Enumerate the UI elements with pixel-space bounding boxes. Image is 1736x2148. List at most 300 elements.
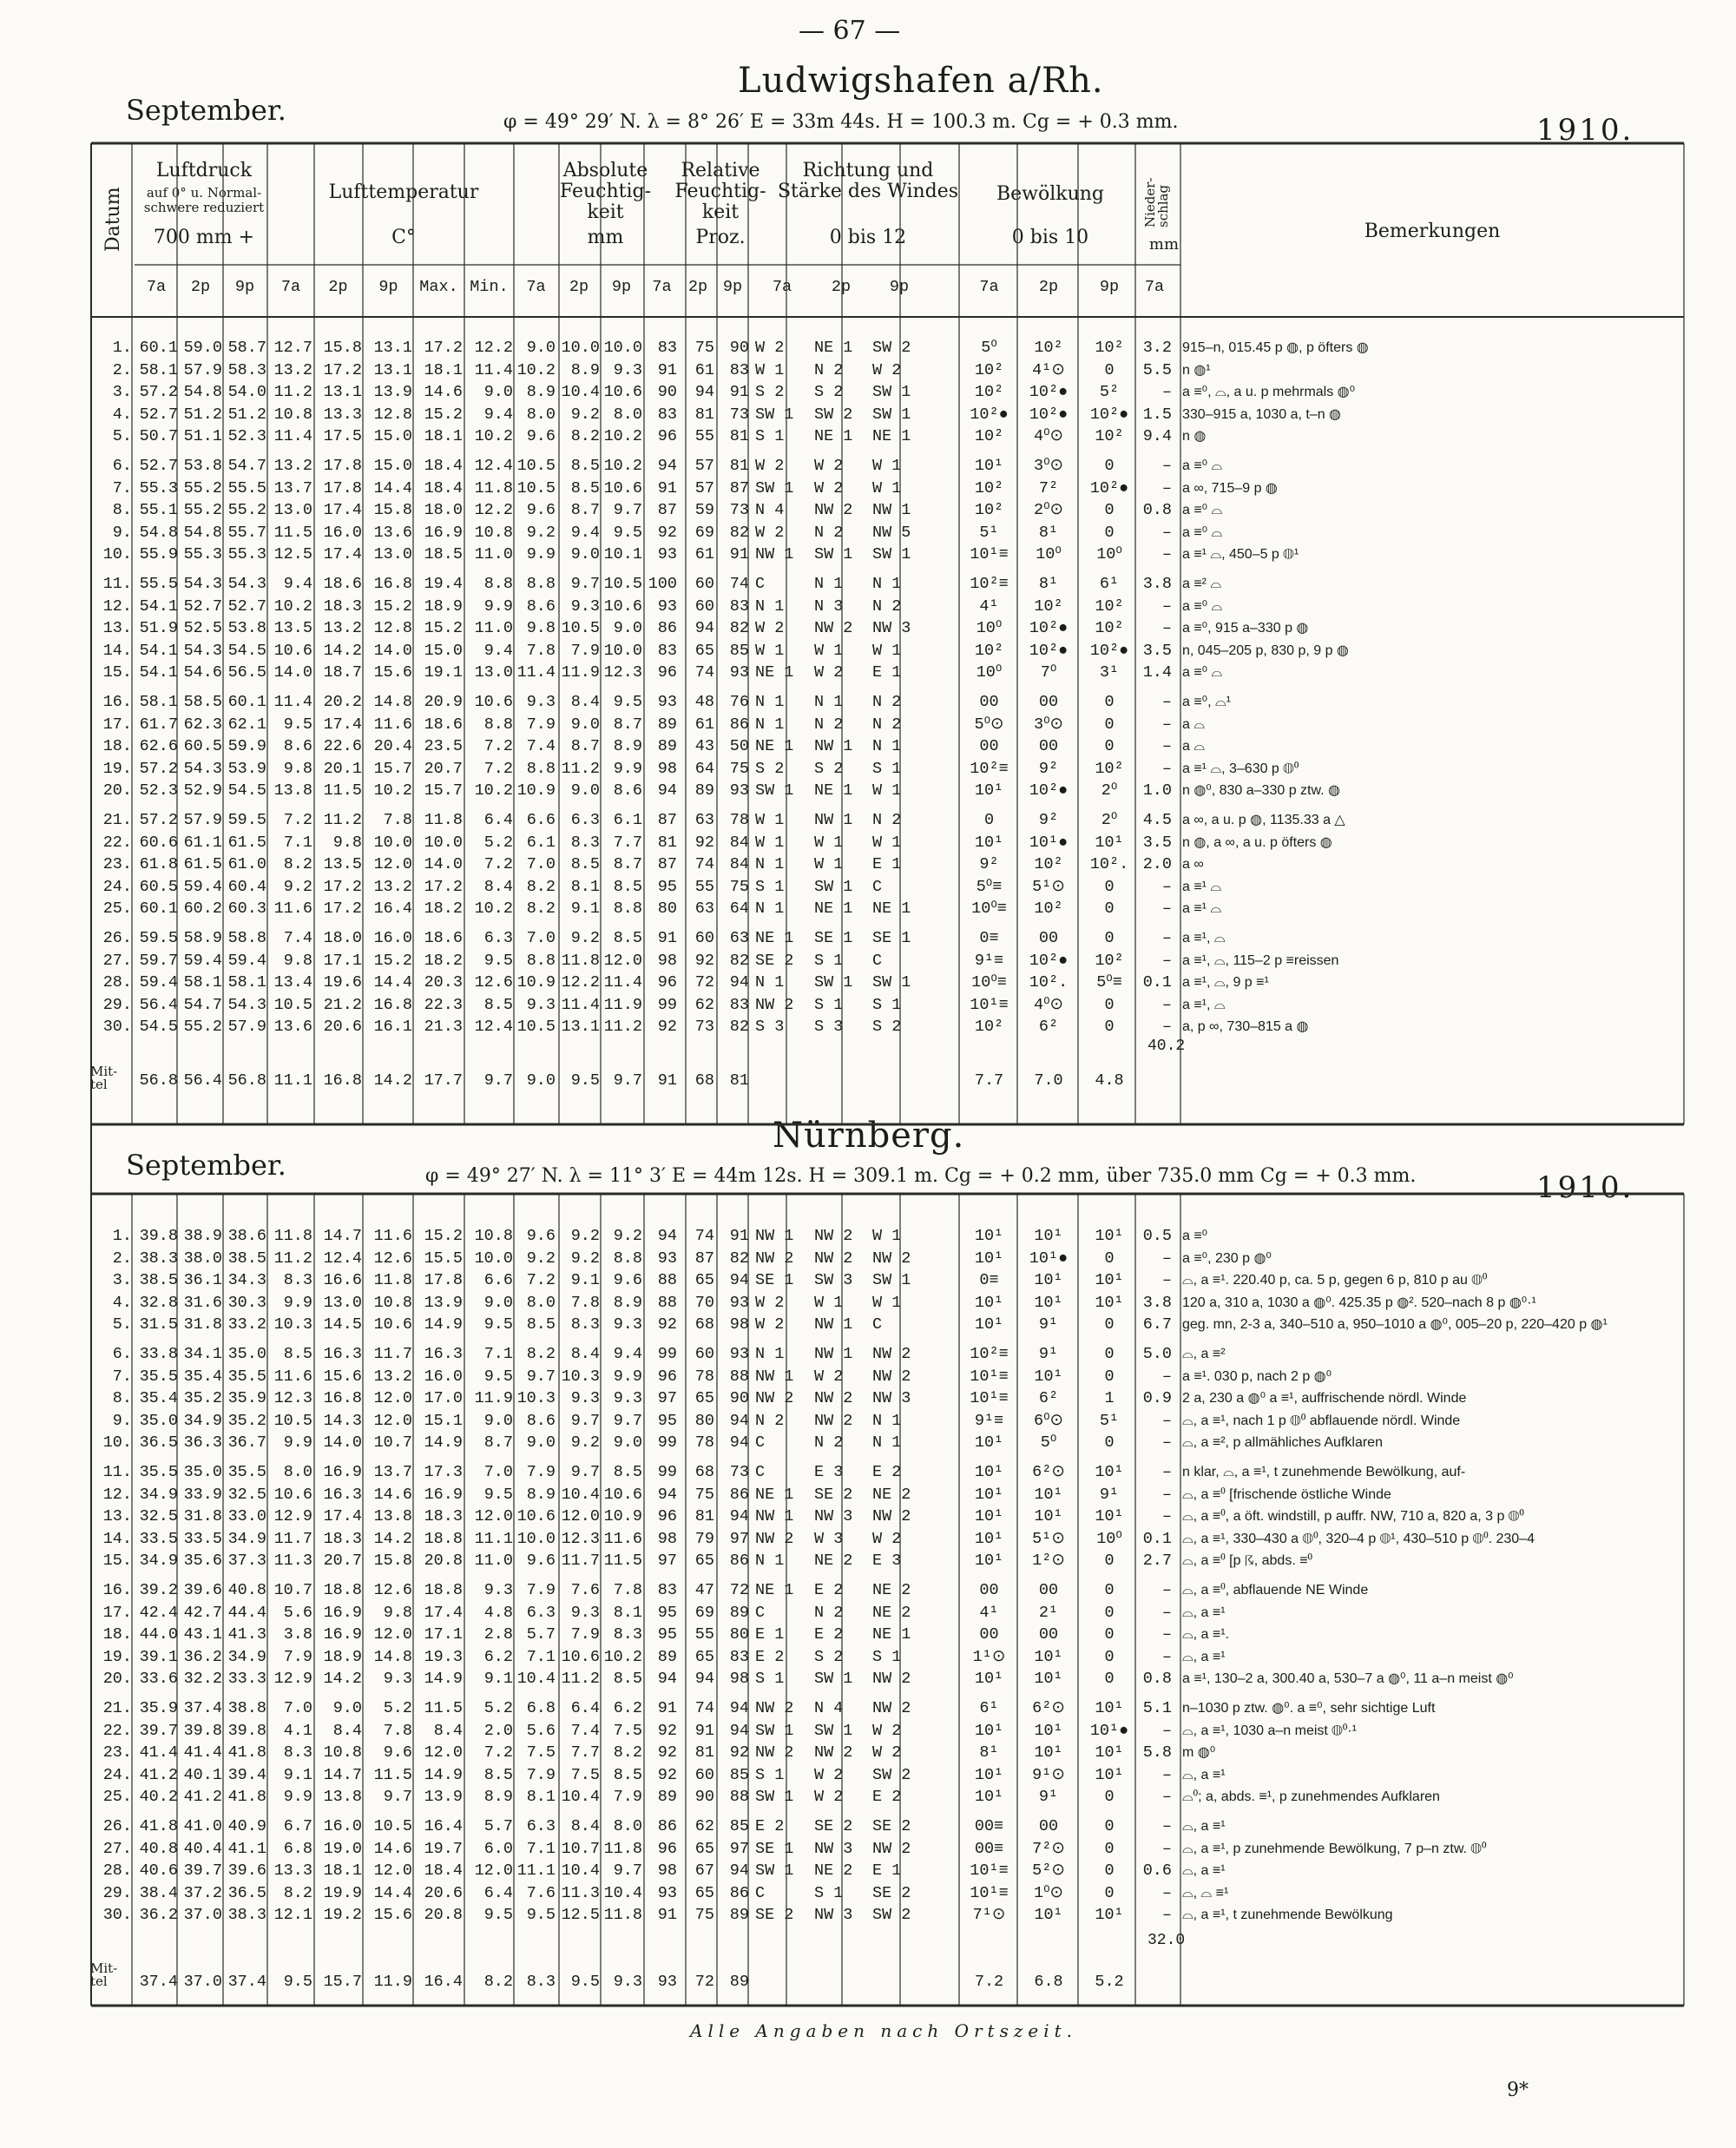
table-cell: 21.: [102, 811, 132, 829]
table-cell: 24.: [102, 877, 132, 896]
table-cell: 6.4: [483, 811, 513, 829]
table-cell: 10²: [1034, 855, 1063, 874]
table-cell: 68: [694, 1315, 714, 1334]
table-cell: 58.5: [183, 693, 222, 711]
table-cell: 7.8: [613, 1581, 642, 1599]
bewoelkung-unit-1: 0 bis 10: [1011, 227, 1089, 248]
table-cell: 17.2: [323, 877, 362, 896]
table-cell: NW 2: [814, 1411, 853, 1430]
table-cell: 12.3: [273, 1389, 312, 1408]
table-cell: 10.6: [603, 596, 642, 616]
table-cell: 80: [729, 1625, 749, 1644]
table-cell: 99: [657, 1463, 677, 1481]
remark-cell: a ∞: [1182, 857, 1204, 873]
table-cell: 00: [1038, 693, 1059, 711]
table-cell: NW 2: [755, 1743, 794, 1763]
table-cell: 58.3: [227, 360, 266, 379]
table-cell: 41.1: [227, 1839, 266, 1858]
table-cell: 74: [694, 1227, 714, 1245]
table-cell: 81: [694, 405, 714, 424]
table-cell: 11.8: [373, 1271, 412, 1290]
table-cell: 87: [657, 855, 677, 874]
niederschlag-header-1: Nieder-schlag: [1142, 177, 1171, 227]
table-cell: 10²●: [1029, 641, 1069, 660]
table-cell: 30.: [102, 1018, 132, 1037]
table-cell: 9.0: [570, 545, 600, 564]
table-cell: 54.0: [227, 383, 266, 402]
table-cell: 39.2: [139, 1581, 178, 1599]
table-cell: 14.4: [373, 1883, 412, 1902]
table-cell: 52.3: [139, 781, 178, 801]
table-cell: 9¹: [1038, 1315, 1059, 1334]
table-cell: 54.8: [183, 383, 222, 402]
table-cell: S 1: [755, 1765, 785, 1784]
time-label: 2p: [1038, 278, 1059, 296]
table-cell: 0: [983, 811, 995, 829]
table-cell: 10.5: [273, 995, 312, 1014]
table-cell: 11.3: [273, 1552, 312, 1571]
table-cell: 99: [657, 1433, 677, 1453]
table-cell: 0.5: [1142, 1227, 1172, 1245]
table-cell: N 1: [872, 1411, 902, 1430]
table-cell: NW 1: [814, 737, 853, 756]
remark-cell: ⌓, a ≡²: [1182, 1347, 1226, 1361]
table-cell: 84: [729, 833, 749, 852]
table-cell: 10.3: [516, 1389, 556, 1408]
table-cell: 7.2: [526, 1271, 556, 1290]
table-cell: 9.3: [570, 596, 600, 616]
table-cell: 10²: [1095, 339, 1124, 357]
table-cell: 94: [729, 973, 749, 992]
table-cell: 8.5: [613, 1463, 642, 1481]
table-cell: 98: [729, 1670, 749, 1689]
table-cell: 78: [694, 1367, 714, 1386]
table-cell: 60: [694, 1345, 714, 1363]
remark-cell: a ≡⁰ ⌓: [1182, 665, 1223, 681]
table-cell: NE 1: [755, 737, 794, 756]
table-cell: 39.6: [183, 1581, 222, 1599]
table-cell: 9.5: [613, 693, 642, 711]
table-cell: 61.7: [139, 715, 178, 734]
table-cell: 10¹●: [1089, 1721, 1129, 1740]
table-cell: 14.4: [373, 973, 412, 992]
table-cell: 37.4: [183, 1699, 222, 1717]
table-cell: 9¹≡: [974, 951, 1004, 970]
table-cell: 96: [657, 663, 677, 682]
table-cell: 17.4: [323, 501, 362, 520]
table-cell: 67: [694, 1861, 714, 1881]
table-cell: 16.4: [373, 899, 412, 919]
table-cell: –: [1161, 759, 1172, 778]
time-label: 7a: [146, 278, 167, 296]
table-cell: 10.0: [474, 1249, 513, 1268]
table-cell: 0.6: [1142, 1861, 1172, 1881]
table-cell: 19.7: [424, 1839, 463, 1858]
table-cell: 8.3: [570, 833, 600, 852]
table-cell: N 2: [872, 693, 902, 711]
table-cell: 69: [694, 1603, 714, 1622]
table-cell: 0: [1104, 1552, 1115, 1571]
table-cell: 3.5: [1142, 641, 1172, 660]
table-cell: 9¹: [1038, 1345, 1059, 1363]
table-cell: 9.3: [526, 693, 556, 711]
table-cell: 11.9: [561, 663, 600, 682]
table-cell: 11.2: [273, 383, 312, 402]
table-cell: 8.5: [613, 877, 642, 896]
remark-cell: a ≡¹ ⌓: [1182, 901, 1222, 917]
table-cell: 10.4: [561, 383, 600, 402]
table-cell: 78: [694, 1433, 714, 1453]
table-cell: 5.2: [483, 1699, 513, 1717]
table-cell: 10²: [1034, 596, 1063, 616]
table-cell: 9.2: [526, 523, 556, 542]
table-cell: W 2: [755, 523, 785, 542]
table-cell: 8.8: [483, 715, 513, 734]
table-cell: 34.1: [183, 1345, 222, 1363]
table-cell: NW 2: [755, 1699, 794, 1717]
table-cell: 88: [657, 1293, 677, 1312]
table-cell: 86: [729, 1485, 749, 1504]
remark-cell: a ⌓: [1182, 739, 1205, 754]
table-cell: 54.5: [227, 781, 266, 801]
table-cell: 18.1: [424, 427, 463, 446]
table-cell: 19.1: [424, 663, 463, 682]
wind-header-1: Richtung und Stärke des Windes: [777, 160, 959, 203]
table-cell: 0: [1104, 995, 1115, 1014]
table-cell: 10¹: [1034, 1647, 1063, 1666]
table-cell: 00: [1038, 1581, 1059, 1599]
table-cell: 10¹: [974, 1529, 1004, 1548]
table-cell: 3.8: [1142, 1293, 1172, 1312]
table-cell: 94: [657, 457, 677, 475]
table-cell: 36.5: [139, 1433, 178, 1453]
table-cell: 6.6: [483, 1271, 513, 1290]
table-cell: 10²: [1095, 596, 1124, 616]
table-cell: 0: [1104, 1839, 1115, 1858]
table-cell: E 3: [814, 1463, 844, 1481]
table-cell: 10²≡: [970, 759, 1009, 778]
time-label: 2p: [328, 278, 348, 296]
table-cell: 37.3: [227, 1552, 266, 1571]
time-label: 2p: [687, 278, 708, 296]
table-cell: N 4: [814, 1699, 844, 1717]
table-cell: 37.0: [183, 1906, 222, 1925]
table-cell: 8.2: [283, 855, 312, 874]
table-cell: –: [1161, 693, 1172, 711]
table-cell: 12.0: [603, 951, 642, 970]
table-cell: 10²●: [1029, 619, 1069, 638]
table-cell: 65: [694, 1647, 714, 1666]
table-cell: 8.4: [433, 1721, 463, 1740]
table-cell: 8.4: [570, 693, 600, 711]
table-cell: 10.7: [561, 1839, 600, 1858]
remark-cell: n, 045–205 p, 830 p, 9 p ◍: [1182, 642, 1349, 658]
table-cell: 9²: [1038, 811, 1059, 829]
table-cell: 42.7: [183, 1603, 222, 1622]
table-cell: N 1: [755, 596, 785, 616]
table-cell: 10²: [974, 501, 1004, 520]
table-cell: 14.0: [273, 663, 312, 682]
table-cell: 9.6: [526, 1227, 556, 1245]
table-cell: NE 2: [872, 1485, 911, 1504]
table-cell: 8.3: [570, 1315, 600, 1334]
table-cell: 92: [657, 1743, 677, 1763]
table-cell: 38.6: [227, 1227, 266, 1245]
table-cell: NW 2: [814, 1249, 853, 1268]
table-cell: 5⁰: [981, 339, 997, 357]
table-cell: 98: [657, 1529, 677, 1548]
table-cell: 10¹: [1095, 1699, 1124, 1717]
table-cell: 76: [729, 693, 749, 711]
table-cell: 13.6: [273, 1018, 312, 1037]
table-cell: NW 1: [755, 1227, 794, 1245]
table-cell: 94: [657, 1670, 677, 1689]
table-cell: 8.0: [283, 1463, 312, 1481]
table-cell: 12.3: [561, 1529, 600, 1548]
table-cell: 9.2: [613, 1227, 642, 1245]
table-cell: 4¹⊙: [1032, 360, 1065, 379]
table-cell: –: [1161, 478, 1172, 497]
table-cell: 44.4: [227, 1603, 266, 1622]
table-cell: 98: [657, 951, 677, 970]
table-cell: 36.1: [183, 1271, 222, 1290]
table-cell: 17.5: [323, 427, 362, 446]
table-cell: 13.0: [474, 663, 513, 682]
table-cell: 33.2: [227, 1315, 266, 1334]
table-cell: 0: [1104, 501, 1115, 520]
table-cell: 11.5: [273, 523, 312, 542]
table-cell: 10¹: [974, 781, 1004, 801]
table-cell: 35.5: [227, 1463, 266, 1481]
table-cell: 8.8: [526, 759, 556, 778]
table-cell: 7.9: [570, 641, 600, 660]
table-cell: 9²: [979, 855, 999, 874]
table-cell: 90: [729, 339, 749, 357]
table-cell: 70: [694, 1293, 714, 1312]
table-cell: 9.8: [283, 759, 312, 778]
table-cell: 0: [1104, 715, 1115, 734]
table-cell: 94: [729, 1507, 749, 1526]
table-cell: 18.3: [323, 1529, 362, 1548]
table-cell: 0: [1104, 1861, 1115, 1881]
table-cell: 62: [694, 995, 714, 1014]
table-cell: NW 3: [814, 1839, 853, 1858]
remark-cell: ⌓, a ≡¹, nach 1 p ◍⁰ abflauende nördl. Winde: [1182, 1413, 1461, 1428]
mean-cell: 16.4: [424, 1973, 463, 1991]
table-cell: 10¹: [974, 1463, 1004, 1481]
table-cell: 8.8: [526, 951, 556, 970]
table-cell: 11.1: [516, 1861, 556, 1881]
table-cell: 18.: [102, 1625, 132, 1644]
table-cell: 89: [657, 737, 677, 756]
table-cell: 15.2: [424, 619, 463, 638]
table-cell: E 1: [872, 1861, 902, 1881]
table-cell: 40.8: [139, 1839, 178, 1858]
table-cell: 10.0: [516, 1529, 556, 1548]
table-cell: 26.: [102, 929, 132, 947]
table-cell: 10.4: [561, 1788, 600, 1807]
lufttemp-header-1: Lufttemperatur: [328, 181, 479, 203]
table-cell: 10²●: [1089, 405, 1129, 424]
table-cell: 8.5: [613, 1670, 642, 1689]
table-cell: 8.9: [570, 360, 600, 379]
table-cell: 93: [729, 1345, 749, 1363]
table-cell: 10.8: [323, 1743, 362, 1763]
table-cell: 9¹≡: [974, 1411, 1004, 1430]
table-cell: SE 1: [755, 1271, 794, 1290]
table-cell: 55.5: [139, 575, 178, 593]
table-cell: 10¹: [1095, 1271, 1124, 1290]
table-cell: 10¹: [1034, 1227, 1063, 1245]
table-cell: 87: [694, 1249, 714, 1268]
table-cell: 6⁰⊙: [1033, 1411, 1064, 1430]
table-cell: 63: [729, 929, 749, 947]
table-cell: 5¹: [979, 523, 999, 542]
table-cell: 9.0: [613, 1433, 642, 1453]
table-cell: 15.6: [373, 663, 412, 682]
table-cell: 20.4: [373, 737, 412, 756]
table-cell: 10.2: [603, 457, 642, 475]
table-cell: 92: [657, 1315, 677, 1334]
table-cell: SW 2: [814, 405, 853, 424]
table-cell: 10²: [1095, 759, 1124, 778]
table-cell: 96: [657, 973, 677, 992]
table-cell: 10.6: [603, 383, 642, 402]
table-cell: 14.0: [424, 855, 463, 874]
table-cell: SE 1: [872, 929, 911, 947]
table-cell: –: [1161, 1839, 1172, 1858]
table-cell: 89: [694, 781, 714, 801]
table-cell: 96: [657, 427, 677, 446]
mean-cell: 56.8: [227, 1071, 266, 1090]
table-cell: NW 2: [814, 1227, 853, 1245]
table-cell: 94: [657, 1227, 677, 1245]
table-cell: 34.9: [227, 1529, 266, 1548]
table-cell: 7.4: [283, 929, 312, 947]
table-cell: 6.: [112, 457, 132, 475]
table-cell: 0: [1104, 1367, 1115, 1386]
table-cell: 7.9: [526, 1581, 556, 1599]
table-cell: 6¹: [979, 1699, 999, 1717]
table-cell: 48: [694, 693, 714, 711]
table-cell: 9.3: [613, 1389, 642, 1408]
table-cell: –: [1161, 1271, 1172, 1290]
table-cell: 13.0: [323, 1293, 362, 1312]
table-cell: 8.6: [526, 1411, 556, 1430]
table-cell: 0: [1104, 929, 1115, 947]
table-cell: 9.5: [283, 715, 312, 734]
mean-cell: 56.4: [183, 1071, 222, 1090]
table-cell: 9.5: [483, 1906, 513, 1925]
table-cell: 9.4: [570, 523, 600, 542]
table-cell: NE 1: [755, 663, 794, 682]
table-cell: S 1: [755, 1670, 785, 1689]
table-cell: 9.2: [570, 929, 600, 947]
table-cell: 14.8: [373, 693, 412, 711]
table-cell: 11.5: [373, 1765, 412, 1784]
table-cell: 8¹: [1038, 523, 1059, 542]
table-cell: 5⁰≡: [1096, 973, 1122, 992]
table-cell: 10²●: [970, 405, 1009, 424]
table-cell: 12.5: [273, 545, 312, 564]
table-cell: 42.4: [139, 1603, 178, 1622]
table-cell: SW 1: [872, 383, 911, 402]
table-cell: 10.7: [373, 1433, 412, 1453]
table-cell: 24.: [102, 1765, 132, 1784]
table-cell: 7.2: [483, 759, 513, 778]
table-cell: 9.4: [613, 1345, 642, 1363]
table-cell: 73: [729, 405, 749, 424]
table-cell: 59.4: [183, 877, 222, 896]
table-cell: NW 1: [755, 1367, 794, 1386]
table-cell: 15.8: [373, 1552, 412, 1571]
table-cell: 18.6: [323, 575, 362, 593]
table-cell: W 2: [755, 1293, 785, 1312]
table-cell: 61: [694, 715, 714, 734]
year-label-2: 1910.: [1536, 1170, 1634, 1205]
table-cell: 7.5: [526, 1743, 556, 1763]
mean-cell: 15.7: [323, 1973, 362, 1991]
table-cell: 60: [694, 929, 714, 947]
table-cell: 7.1: [526, 1647, 556, 1666]
table-cell: 6.: [112, 1345, 132, 1363]
table-cell: 0: [1104, 360, 1115, 379]
table-cell: E 2: [872, 1788, 902, 1807]
table-cell: 7.0: [526, 855, 556, 874]
table-cell: 32.2: [183, 1670, 222, 1689]
table-cell: 64: [694, 759, 714, 778]
table-cell: 11.2: [561, 1670, 600, 1689]
table-cell: 18.4: [424, 457, 463, 475]
table-cell: 5¹: [1099, 1411, 1120, 1430]
table-cell: W 1: [814, 641, 844, 660]
table-cell: 9¹⊙: [1032, 1765, 1065, 1784]
table-cell: 14.6: [373, 1485, 412, 1504]
table-cell: 12.2: [561, 973, 600, 992]
table-cell: 7.0: [483, 1463, 513, 1481]
table-cell: 7.: [112, 478, 132, 497]
table-cell: 9.2: [570, 405, 600, 424]
month-label-2: September.: [126, 1149, 286, 1182]
table-cell: 17.3: [424, 1463, 463, 1481]
table-cell: 55.7: [227, 523, 266, 542]
table-cell: 7²⊙: [1032, 1839, 1065, 1858]
table-cell: 19.4: [424, 575, 463, 593]
table-cell: 9.8: [283, 951, 312, 970]
table-cell: –: [1161, 715, 1172, 734]
table-cell: 5.2: [383, 1699, 412, 1717]
table-cell: 54.3: [183, 641, 222, 660]
table-cell: 9.3: [483, 1581, 513, 1599]
table-cell: 13.1: [373, 360, 412, 379]
table-cell: 38.0: [183, 1249, 222, 1268]
table-cell: 10²≡: [970, 1345, 1009, 1363]
table-cell: 61.1: [183, 833, 222, 852]
table-cell: 9.9: [283, 1433, 312, 1453]
table-cell: 9.5: [483, 1367, 513, 1386]
table-cell: 13.2: [273, 457, 312, 475]
table-cell: 10²: [1095, 619, 1124, 638]
table-cell: 40.4: [183, 1839, 222, 1858]
table-cell: 92: [657, 1765, 677, 1784]
table-cell: 0: [1104, 1647, 1115, 1666]
table-cell: 38.9: [183, 1227, 222, 1245]
datum-header-1: Datum: [102, 187, 124, 252]
table-cell: 93: [729, 1293, 749, 1312]
mean-cell: 72: [694, 1973, 714, 1991]
table-cell: –: [1161, 1507, 1172, 1526]
table-cell: SW 1: [814, 545, 853, 564]
